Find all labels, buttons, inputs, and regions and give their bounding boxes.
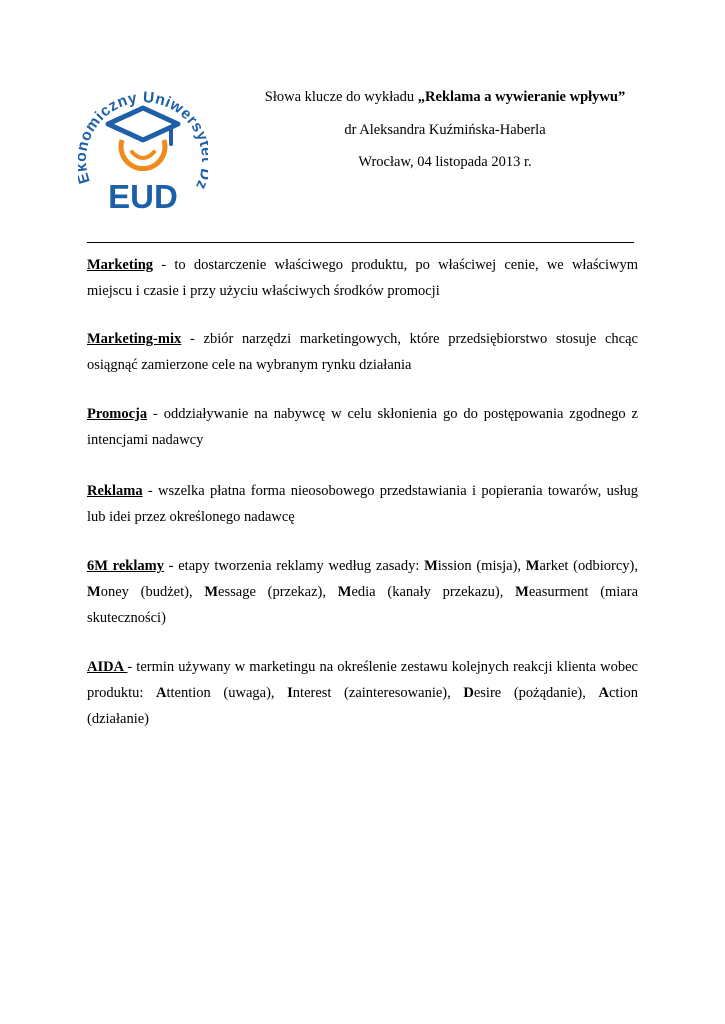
initial-letter: M: [525, 558, 540, 574]
keyword-definition: - to dostarczenie właściwego produktu, po właściwej cenie, we właściwym miejscu i czasie i przy użyciu właściwych środków promocji: [87, 257, 638, 299]
mortarboard-icon: [108, 108, 178, 140]
keyword-term: 6M reklamy: [87, 558, 164, 574]
eud-logo: [78, 68, 208, 218]
keyword-term: AIDA: [87, 659, 128, 675]
lecture-title-line: [230, 89, 660, 106]
lecture-title: „Reklama a wywieranie wpływu”: [417, 89, 626, 105]
keyword-entry: [87, 326, 638, 378]
initial-letter: M: [204, 584, 219, 600]
initial-letter: M: [515, 584, 529, 600]
eud-logo-graphic: [78, 68, 208, 218]
keyword-term: Marketing: [87, 257, 154, 273]
lecture-date: Wrocław, 04 listopada 2013 r.: [358, 154, 532, 170]
svg-text:Ekonomiczny Uniwersytet Dzieci: [78, 68, 208, 192]
initial-letter: D: [463, 685, 474, 701]
initial-letter: I: [287, 685, 293, 701]
initial-letter: A: [598, 685, 609, 701]
keyword-term: Promocja: [87, 406, 148, 422]
keyword-definition: - wszelka płatna forma nieosobowego przedstawiania i popierania towarów, usług lub idei przez określonego nadawcę: [87, 483, 638, 525]
smile-face-icon: [121, 140, 165, 169]
keyword-definition: - etapy tworzenia reklamy według zasady: Mission (misja), Market (odbiorcy), Money (budżet), Message (przekaz), Media (kanały przekazu), Measurment (miara skuteczności): [87, 558, 639, 626]
keyword-definition: - oddziaływanie na nabywcę w celu skłonienia go do postępowania zgodnego z intencjami nadawcy: [87, 406, 638, 448]
keyword-entry: [87, 553, 638, 631]
keyword-entry: [87, 478, 638, 530]
keyword-definition: - zbiór narzędzi marketingowych, które przedsiębiorstwo stosuje chcąc osiągnąć zamierzone cele na wybranym rynku działania: [87, 331, 638, 373]
keyword-entry: [87, 252, 638, 304]
keyword-entry: [87, 654, 638, 732]
lecturer-name: dr Aleksandra Kuźmińska-Haberla: [344, 122, 546, 138]
logo-arc-text: omiczny Uniwers: [78, 89, 207, 144]
initial-letter: A: [156, 685, 167, 701]
logo-abbr: EUD: [108, 178, 178, 215]
header-divider: [87, 242, 634, 243]
initial-letter: M: [87, 584, 101, 600]
keyword-definition: - termin używany w marketingu na określenie zestawu kolejnych reakcji klienta wobec produktu: Attention (uwaga), Interest (zainteresowanie), Desire (pożądanie), Action (działanie): [87, 659, 638, 727]
keyword-entry: [87, 401, 638, 453]
keyword-term: Reklama: [87, 483, 143, 499]
keyword-term: Marketing-mix: [87, 331, 182, 347]
initial-letter: M: [337, 584, 352, 600]
lecture-title-prefix: Słowa klucze do wykładu: [264, 89, 418, 105]
initial-letter: M: [424, 558, 438, 574]
